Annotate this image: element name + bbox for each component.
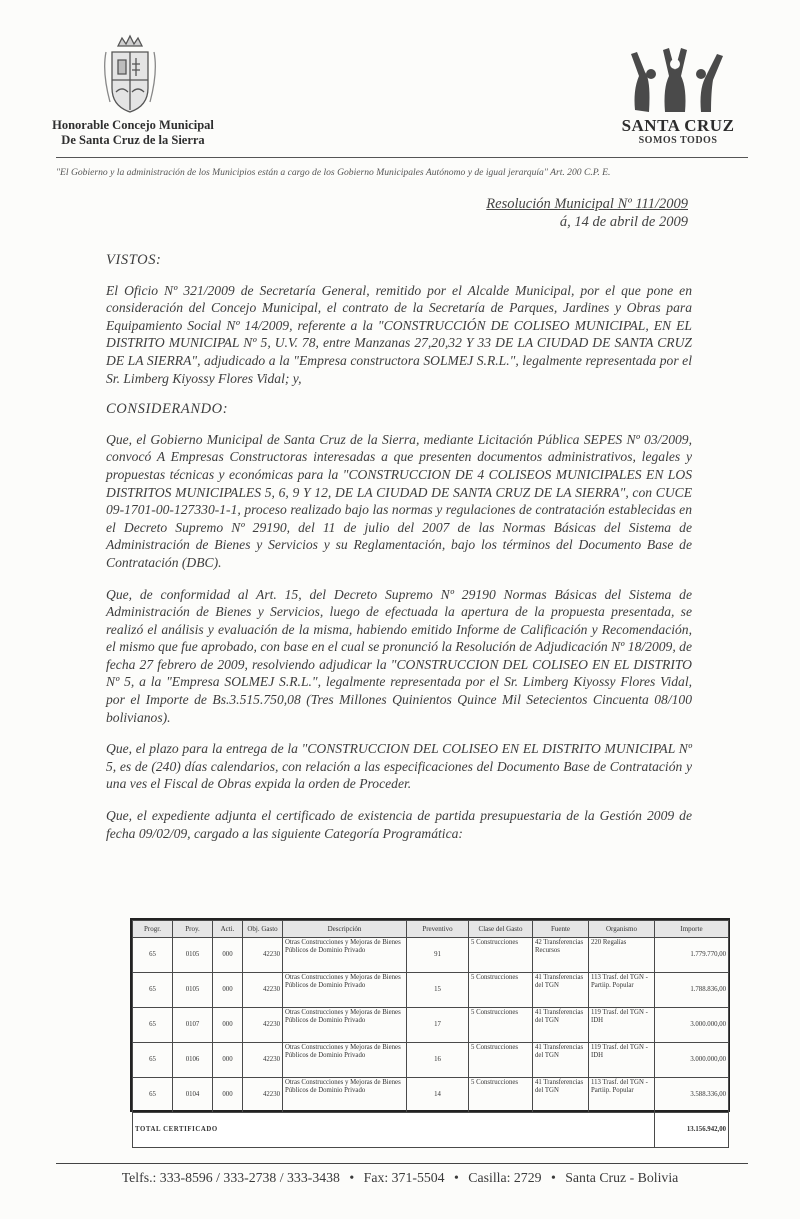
municipal-crest-icon — [100, 32, 160, 118]
cell-organismo: 220 Regalías — [589, 938, 655, 973]
column-header: Fuente — [533, 921, 589, 938]
cell-importe: 1.788.836,00 — [655, 973, 729, 1008]
cell-fuente: 41 Transferencias del TGN — [533, 973, 589, 1008]
cell-descripcion: Otras Construcciones y Mejoras de Bienes Públicos de Dominio Privado — [283, 1078, 407, 1113]
cell-fuente: 41 Transferencias del TGN — [533, 1078, 589, 1113]
cell-progr: 65 — [133, 1043, 173, 1078]
cell-obj-gasto: 42230 — [243, 973, 283, 1008]
column-header: Acti. — [213, 921, 243, 938]
cell-acti: 000 — [213, 1043, 243, 1078]
cell-descripcion: Otras Construcciones y Mejoras de Bienes Públicos de Dominio Privado — [283, 1008, 407, 1043]
cell-acti: 000 — [213, 973, 243, 1008]
cell-preventivo: 16 — [407, 1043, 469, 1078]
cell-fuente: 42 Transferencias Recursos — [533, 938, 589, 973]
cell-descripcion: Otras Construcciones y Mejoras de Bienes Públicos de Dominio Privado — [283, 973, 407, 1008]
column-header: Clase del Gasto — [469, 921, 533, 938]
cell-preventivo: 91 — [407, 938, 469, 973]
cell-clase-gasto: 5 Construcciones — [469, 1078, 533, 1113]
cell-fuente: 41 Transferencias del TGN — [533, 1008, 589, 1043]
column-header: Descripción — [283, 921, 407, 938]
column-header: Obj. Gasto — [243, 921, 283, 938]
table-total-row — [133, 1113, 729, 1148]
footer-city: Santa Cruz - Bolivia — [565, 1170, 679, 1185]
cell-obj-gasto: 42230 — [243, 1078, 283, 1113]
considerando-paragraph-4: Que, el expediente adjunta el certificado de existencia de partida presupuestaria de la Gestión 2009 de fecha 09/02/09, cargado a las siguiente Categoría Programática: — [106, 808, 692, 841]
footer-bullet: • — [550, 1170, 556, 1185]
cell-clase-gasto: 5 Construcciones — [469, 938, 533, 973]
cell-progr: 65 — [133, 973, 173, 1008]
council-name-line1: Honorable Concejo Municipal — [52, 118, 214, 132]
header-divider — [56, 157, 748, 158]
cell-organismo: 113 Trasf. del TGN - Partiip. Popular — [589, 1078, 655, 1113]
cell-importe: 3.588.336,00 — [655, 1078, 729, 1113]
considerando-paragraph-1: Que, el Gobierno Municipal de Santa Cruz de la Sierra, mediante Licitación Pública SEPES Nº 03/2009, convocó A Empresas Constructoras interesadas a que presenten documentos administrativos, legales y propuestas técnicas y económicas para la "CONSTRUCCION DE 4 COLISEOS MUNICIPALES EN LOS DISTRITOS MUNICIPALES 5, 6, 9 Y 12, DE LA CIUDAD DE SANTA CRUZ DE LA SIERRA", con CUCE 09-1701-00-127330-1-1, proceso realizado bajo las normas y regulaciones de contratación establecidas en el Decreto Supremo Nº 29190, del 11 de julio del 2007 de las Normas Básicas del Sistema de Administración de Bienes y Servicios y su Reglamentación, bajo los términos del Documento Base de Contratación (DBC). — [106, 431, 692, 570]
considerando-paragraph-2: Que, de conformidad al Art. 15, del Decreto Supremo Nº 29190 Normas Básicas del Sistema de Administración de Bienes y Servicios, luego de efectuada la apertura de la propuesta presentada, se realizó el análisis y evaluación de la misma, habiendo emitido Informe de Calificación y Recomendación, el mismo que fue aprobado, con base en el cual se pronunció la Resolución de Adjudicación Nº 18/2009, de fecha 27 febrero de 2009, resolviendo adjudicar la "CONSTRUCCION DEL COLISEO EN EL DISTRITO Nº 5, a la "Empresa SOLMEJ S.R.L.", legalmente representada por el Sr. Limberg Kiyossy Flores Vidal, por el Importe de Bs.3.515.750,08 (Tres Millones Quinientos Quince Mil Setecientos Cincuenta 08/100 bolivianos). — [106, 586, 692, 725]
cell-organismo: 119 Trasf. del TGN - IDH — [589, 1008, 655, 1043]
cell-organismo: 119 Trasf. del TGN - IDH — [589, 1043, 655, 1078]
total-label: TOTAL CERTIFICADO — [133, 1113, 655, 1148]
cell-importe: 3.000.000,00 — [655, 1043, 729, 1078]
cell-progr: 65 — [133, 1078, 173, 1113]
footer-bullet: • — [349, 1170, 355, 1185]
cell-clase-gasto: 5 Construcciones — [469, 1008, 533, 1043]
cell-obj-gasto: 42230 — [243, 938, 283, 973]
cell-proy: 0105 — [173, 938, 213, 973]
column-header: Progr. — [133, 921, 173, 938]
column-header: Importe — [655, 921, 729, 938]
total-value: 13.156.942,00 — [655, 1113, 729, 1148]
cell-acti: 000 — [213, 938, 243, 973]
cell-obj-gasto: 42230 — [243, 1043, 283, 1078]
column-header: Preventivo — [407, 921, 469, 938]
cell-proy: 0106 — [173, 1043, 213, 1078]
cell-importe: 3.000.000,00 — [655, 1008, 729, 1043]
footer-divider — [56, 1163, 748, 1164]
column-header: Proy. — [173, 921, 213, 938]
cell-progr: 65 — [133, 938, 173, 973]
cell-clase-gasto: 5 Construcciones — [469, 1043, 533, 1078]
table-row — [133, 1078, 729, 1113]
considerando-paragraph-3: Que, el plazo para la entrega de la "CONSTRUCCION DEL COLISEO EN EL DISTRITO MUNICIPAL Nº 5, es de (240) días calendarios, con relación a las especificaciones del Documento Base de Contratación y una ves el Fiscal de Obras expida la orden de Proceder. — [106, 741, 692, 792]
footer-bullet: • — [454, 1170, 459, 1185]
cell-obj-gasto: 42230 — [243, 1008, 283, 1043]
document-body — [106, 252, 692, 856]
budget-certificate-table — [130, 918, 730, 1133]
council-name-line2: De Santa Cruz de la Sierra — [61, 133, 205, 147]
cell-fuente: 41 Transferencias del TGN — [533, 1043, 589, 1078]
column-header: Organismo — [589, 921, 655, 938]
cell-progr: 65 — [133, 1008, 173, 1043]
vistos-paragraph: El Oficio Nº 321/2009 de Secretaría General, remitido por el Alcalde Municipal, por el que pone en consideración del Concejo Municipal, el contrato de la Secretaría de Parques, Jardines y Obras para Equipamiento Social Nº 14/2009, referente a la "CONSTRUCCIÓN DE COLISEO MUNICIPAL, EN EL DISTRITO MUNICIPAL Nº 5, U.V. 78, entre Manzanas 27,20,32 Y 33 DE LA CIUDAD DE SANTA CRUZ DE LA SIERRA", adjudicado a la "Empresa constructora SOLMEJ S.R.L.", legalmente representada por el Sr. Limberg Kiyossy Flores Vidal; y, — [106, 282, 692, 386]
table-row — [133, 973, 729, 1008]
table-header-row — [133, 921, 729, 938]
considerando-heading: CONSIDERANDO: — [106, 401, 229, 418]
brand-slogan: SOMOS TODOS — [638, 135, 718, 146]
footer-fax: Fax: 371-5504 — [363, 1170, 445, 1185]
vistos-heading: VISTOS: — [106, 252, 162, 268]
cell-clase-gasto: 5 Construcciones — [469, 973, 533, 1008]
resolution-date: á, 14 de abril de 2009 — [559, 214, 688, 230]
footer-po-box: Casilla: 2729 — [468, 1170, 542, 1185]
cell-descripcion: Otras Construcciones y Mejoras de Bienes Públicos de Dominio Privado — [283, 938, 407, 973]
cell-organismo: 113 Trasf. del TGN - Partiip. Popular — [589, 973, 655, 1008]
cell-acti: 000 — [213, 1008, 243, 1043]
cell-importe: 1.779.770,00 — [655, 938, 729, 973]
cell-preventivo: 14 — [407, 1078, 469, 1113]
table-row — [133, 1043, 729, 1078]
footer-phones: Telfs.: 333-8596 / 333-2738 / 333-3438 — [121, 1170, 340, 1185]
council-name — [28, 118, 238, 148]
cell-proy: 0107 — [173, 1008, 213, 1043]
cell-preventivo: 15 — [407, 973, 469, 1008]
cell-proy: 0104 — [173, 1078, 213, 1113]
resolution-title: Resolución Municipal Nº 111/2009 — [486, 196, 688, 212]
constitution-quote: "El Gobierno y la administración de los Municipios están a cargo de los Gobierno Municipales Autónomo y de igual jerarquía" Art. 200 C.P. E. — [56, 167, 611, 178]
cell-preventivo: 17 — [407, 1008, 469, 1043]
cell-proy: 0105 — [173, 973, 213, 1008]
footer-contact — [0, 1170, 800, 1186]
cell-descripcion: Otras Construcciones y Mejoras de Bienes Públicos de Dominio Privado — [283, 1043, 407, 1078]
brand-title: SANTA CRUZ — [621, 116, 735, 135]
cell-acti: 000 — [213, 1078, 243, 1113]
table-row — [133, 938, 729, 973]
table-row — [133, 1008, 729, 1043]
